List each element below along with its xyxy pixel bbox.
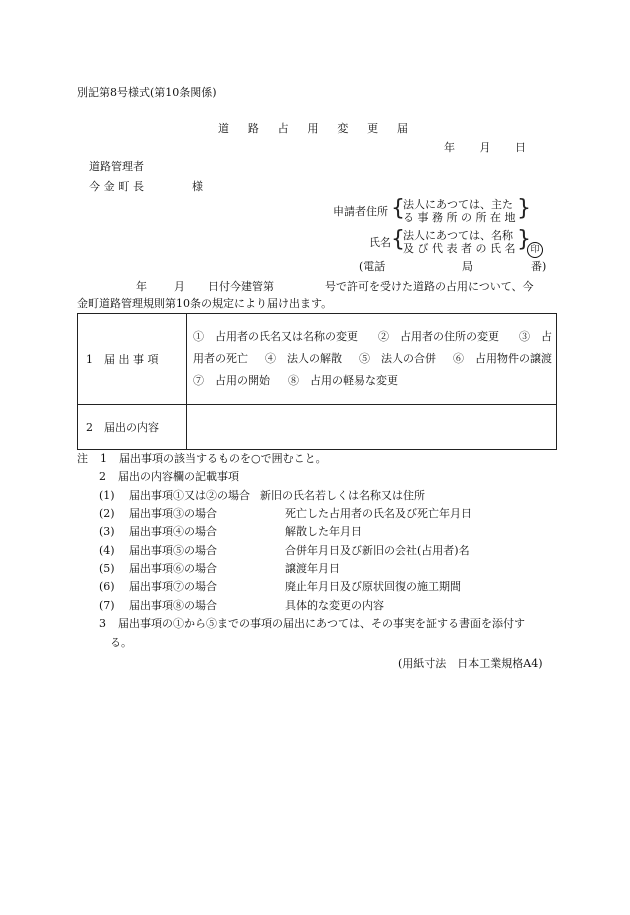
open-brace-icon: { xyxy=(391,227,405,252)
open-brace-icon: { xyxy=(391,196,405,221)
paper-size: (用紙寸法 日本工業規格A4) xyxy=(398,657,543,670)
seal-mark: 印 xyxy=(527,242,543,258)
applicant-address-label: 申請者住所 xyxy=(333,205,388,218)
address-note: 法人にあつては、主た る 事 務 所 の 所 在 地 xyxy=(403,198,516,224)
body-line1-rest: 号で許可を受けた道路の占用について、今 xyxy=(325,280,534,293)
note-3: 3 届出事項の①から⑤までの事項の届出にあつては、その事実を証する書面を添付す xyxy=(99,617,525,630)
table-row xyxy=(78,314,557,405)
sub-item: (5) 届出事項⑥の場合 譲渡年月日 xyxy=(99,562,340,575)
form-id: 別記第8号様式(第10条関係) xyxy=(77,86,217,99)
item-line: ⑦ 占用の開始 ⑧ 占用の軽易な変更 xyxy=(193,374,398,387)
sub-item: (6) 届出事項⑦の場合 廃止年月日及び原状回復の施工期間 xyxy=(99,580,461,593)
sub-item: (3) 届出事項④の場合 解散した年月日 xyxy=(99,525,362,538)
note-3-continued: る。 xyxy=(110,636,132,649)
date-line: 年 月 日 xyxy=(444,141,526,154)
note-1: 注 1 届出事項の該当するものを○で囲むこと。 xyxy=(77,452,327,465)
row1-items xyxy=(187,314,557,405)
row2-label: 2 届出の内容 xyxy=(78,405,187,450)
close-brace-icon: } xyxy=(517,196,531,221)
note-2: 2 届出の内容欄の記載事項 xyxy=(99,470,239,483)
body-year: 年 xyxy=(136,280,147,293)
item-line: ① 占用者の氏名又は名称の変更 ② 占用者の住所の変更 ③ 占 xyxy=(193,330,552,343)
applicant-name-label: 氏名 xyxy=(369,236,391,249)
item-line: 用者の死亡 ④ 法人の解散 ⑤ 法人の合併 ⑥ 占用物件の譲渡 xyxy=(193,352,552,365)
body-month: 月 xyxy=(174,280,185,293)
recipient-honorific: 様 xyxy=(192,180,203,193)
sub-item: (2) 届出事項③の場合 死亡した占用者の氏名及び死亡年月日 xyxy=(99,507,472,520)
table-row xyxy=(78,405,557,450)
phone-open: (電話 xyxy=(359,260,386,273)
row1-label: 1 届 出 事 項 xyxy=(78,314,187,405)
sub-item: (1) 届出事項①又は②の場合 新旧の氏名若しくは名称又は住所 xyxy=(99,489,425,502)
name-note: 法人にあつては、名称 及 び 代 表 者 の 氏 名 xyxy=(403,229,516,255)
sub-item: (7) 届出事項⑧の場合 具体的な変更の内容 xyxy=(99,599,384,612)
close-brace-icon: } xyxy=(517,227,531,252)
recipient-title: 道路管理者 xyxy=(89,160,144,173)
body-permit-ref: 日付今建管第 xyxy=(208,280,274,293)
phone-close: 番) xyxy=(531,260,547,273)
phone-mid: 局 xyxy=(462,260,473,273)
row2-content-field[interactable] xyxy=(187,405,557,450)
sub-item: (4) 届出事項⑤の場合 合併年月日及び新旧の会社(占用者)名 xyxy=(99,544,470,557)
recipient-name: 今 金 町 長 xyxy=(89,180,144,193)
body-line2: 金町道路管理規則第10条の規定により届け出ます。 xyxy=(77,297,333,310)
notification-table xyxy=(77,313,557,450)
form-title: 道 路 占 用 変 更 届 xyxy=(218,122,408,135)
